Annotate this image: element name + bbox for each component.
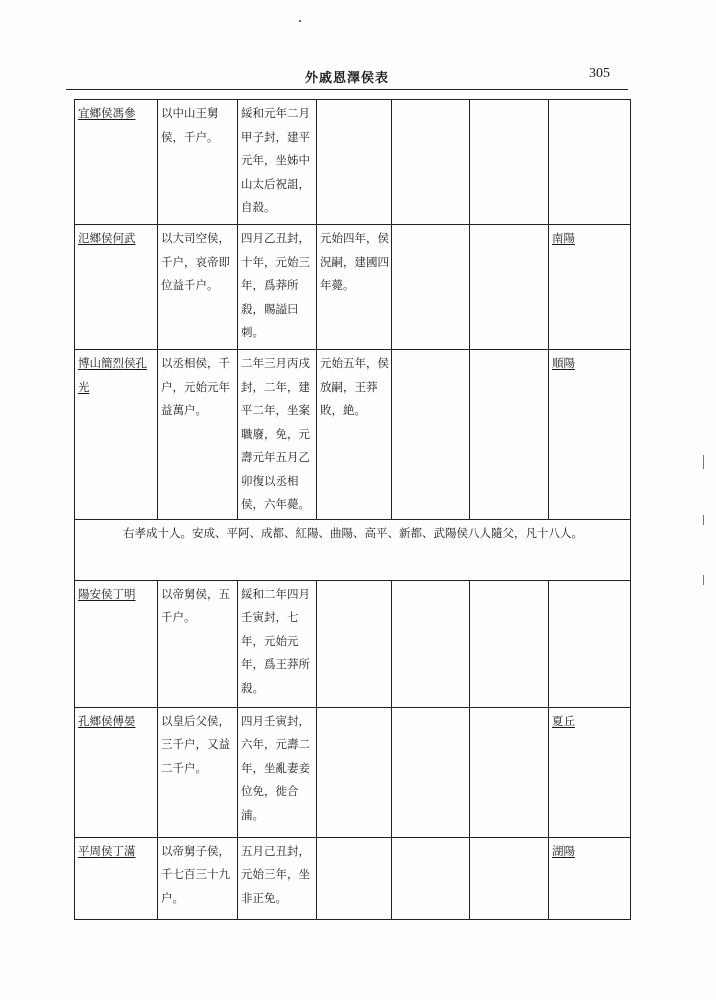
marquis-name: 宜鄉侯馮參 [75, 100, 158, 225]
running-head-title: 外戚恩澤侯表 [305, 71, 390, 86]
cell-grant: 以丞相侯，千户，元始元年益萬户。 [158, 350, 238, 520]
cell-place [549, 100, 631, 225]
cell-successor: 元始四年，侯況嗣，建國四年薨。 [317, 225, 392, 350]
summary-row [75, 519, 631, 580]
cell-place: 南陽 [549, 225, 631, 350]
cell-enfeoffment: 綏和元年二月甲子封，建平元年，坐姊中山太后祝詛，自殺。 [238, 100, 317, 225]
scan-speck [299, 20, 301, 22]
summary-note: 右孝成十人。安成、平阿、成都、紅陽、曲陽、高平、新都、武陽侯八人隨父，凡十八人。 [75, 519, 631, 580]
scan-mark [703, 515, 704, 525]
marquis-name: 博山簡烈侯孔光 [75, 350, 158, 520]
cell-col6 [470, 350, 549, 520]
table-row [75, 837, 631, 919]
cell-place: 夏丘 [549, 707, 631, 837]
cell-col5 [392, 707, 470, 837]
table-row [75, 350, 631, 520]
cell-col5 [392, 837, 470, 919]
cell-col5 [392, 100, 470, 225]
scan-mark [703, 575, 704, 585]
header-rule [66, 89, 628, 90]
table-row [75, 225, 631, 350]
cell-successor [317, 100, 392, 225]
cell-place: 湖陽 [549, 837, 631, 919]
cell-successor [317, 837, 392, 919]
cell-successor: 元始五年，侯放嗣，王莽敗，絶。 [317, 350, 392, 520]
cell-grant: 以帝舅子侯，千七百三十九户。 [158, 837, 238, 919]
marquis-name: 陽安侯丁明 [75, 580, 158, 707]
cell-grant: 以皇后父侯，三千户，又益二千户。 [158, 707, 238, 837]
cell-enfeoffment: 五月己丑封，元始三年，坐非正免。 [238, 837, 317, 919]
cell-col6 [470, 580, 549, 707]
cell-grant: 以帝舅侯，五千户。 [158, 580, 238, 707]
marquis-name: 平周侯丁滿 [75, 837, 158, 919]
cell-grant: 以中山王舅侯，千户。 [158, 100, 238, 225]
cell-enfeoffment: 二年三月丙戌封，二年，建平二年，坐案職廢，免，元壽元年五月乙卯復以丞相侯，六年薨。 [238, 350, 317, 520]
table-row [75, 580, 631, 707]
cell-grant: 以大司空侯，千户，哀帝即位益千户。 [158, 225, 238, 350]
cell-col6 [470, 225, 549, 350]
marquis-name: 孔鄉侯傅晏 [75, 707, 158, 837]
cell-successor [317, 707, 392, 837]
cell-place [549, 580, 631, 707]
cell-col6 [470, 707, 549, 837]
cell-enfeoffment: 四月乙丑封，十年，元始三年，爲莽所殺，賜謚曰刺。 [238, 225, 317, 350]
cell-col6 [470, 100, 549, 225]
scan-mark [703, 455, 704, 469]
cell-col6 [470, 837, 549, 919]
table-row [75, 100, 631, 225]
cell-enfeoffment: 四月壬寅封，六年，元壽二年，坐亂妻妾位免，徙合浦。 [238, 707, 317, 837]
cell-col5 [392, 350, 470, 520]
cell-successor [317, 580, 392, 707]
page-number: 305 [589, 66, 610, 81]
marquis-table [74, 99, 631, 920]
cell-col5 [392, 580, 470, 707]
cell-place: 順陽 [549, 350, 631, 520]
table-row [75, 707, 631, 837]
cell-enfeoffment: 綏和二年四月壬寅封，七年，元始元年，爲王莽所殺。 [238, 580, 317, 707]
marquis-name: 氾鄉侯何武 [75, 225, 158, 350]
cell-col5 [392, 225, 470, 350]
